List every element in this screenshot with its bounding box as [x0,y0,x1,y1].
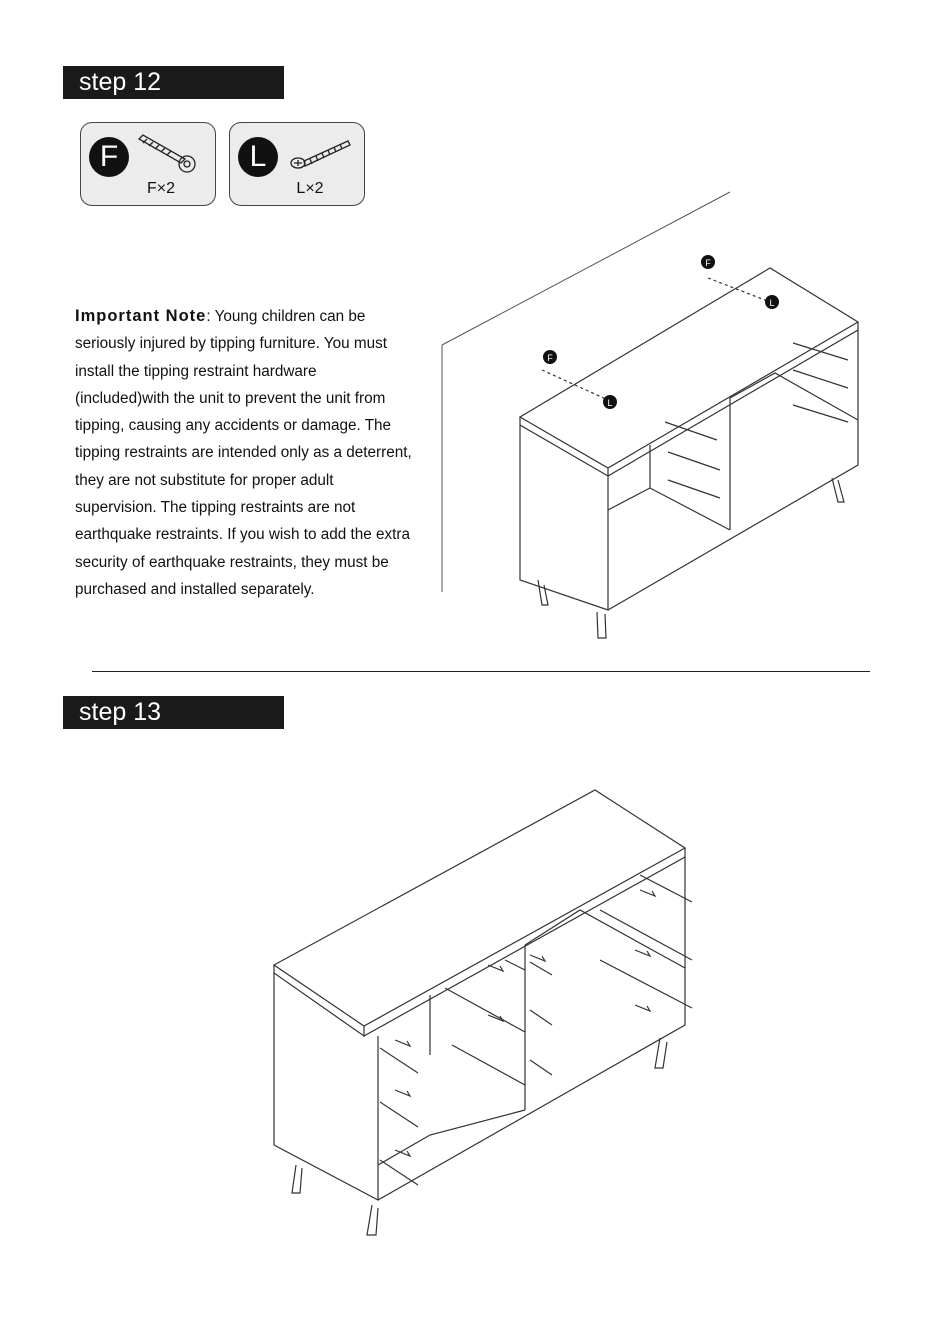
note-body: : Young children can be seriously injured by tipping furniture. You must install the tipping restraint hardware (included)with the unit to prevent the unit from tipping, causing any accidents or damage. The tipping restraints are intended only as a deterrent, they are not substitute for proper adult supervision. The tipping restraints are not earthquake restraints. If you wish to add the extra security of earthquake restraints, they must be purchased and installed separately. [75,308,412,598]
part-l-quantity: L×2 [296,180,324,197]
svg-text:L: L [769,298,775,308]
part-f-badge: F [89,137,129,177]
wall-anchor-icon [135,133,205,178]
part-l-box [229,122,365,206]
callout-l-1 [603,395,617,409]
callout-f-1 [543,350,557,364]
wall-hatching [442,192,730,592]
step-12-illustration [420,180,870,650]
step-13-illustration [260,780,710,1250]
screw-icon [284,133,354,178]
part-l-badge: L [238,137,278,177]
part-f-quantity: F×2 [146,180,175,197]
callout-f-2 [701,255,715,269]
step-13-header: step 13 [63,696,284,729]
callout-l-2 [765,295,779,309]
section-divider [92,671,870,672]
important-note [75,303,415,603]
svg-text:L: L [607,398,613,408]
step-12-header: step 12 [63,66,284,99]
svg-text:F: F [547,353,553,363]
part-f-box [80,122,216,206]
svg-text:F: F [705,258,711,268]
note-title: Important Note [75,307,207,325]
